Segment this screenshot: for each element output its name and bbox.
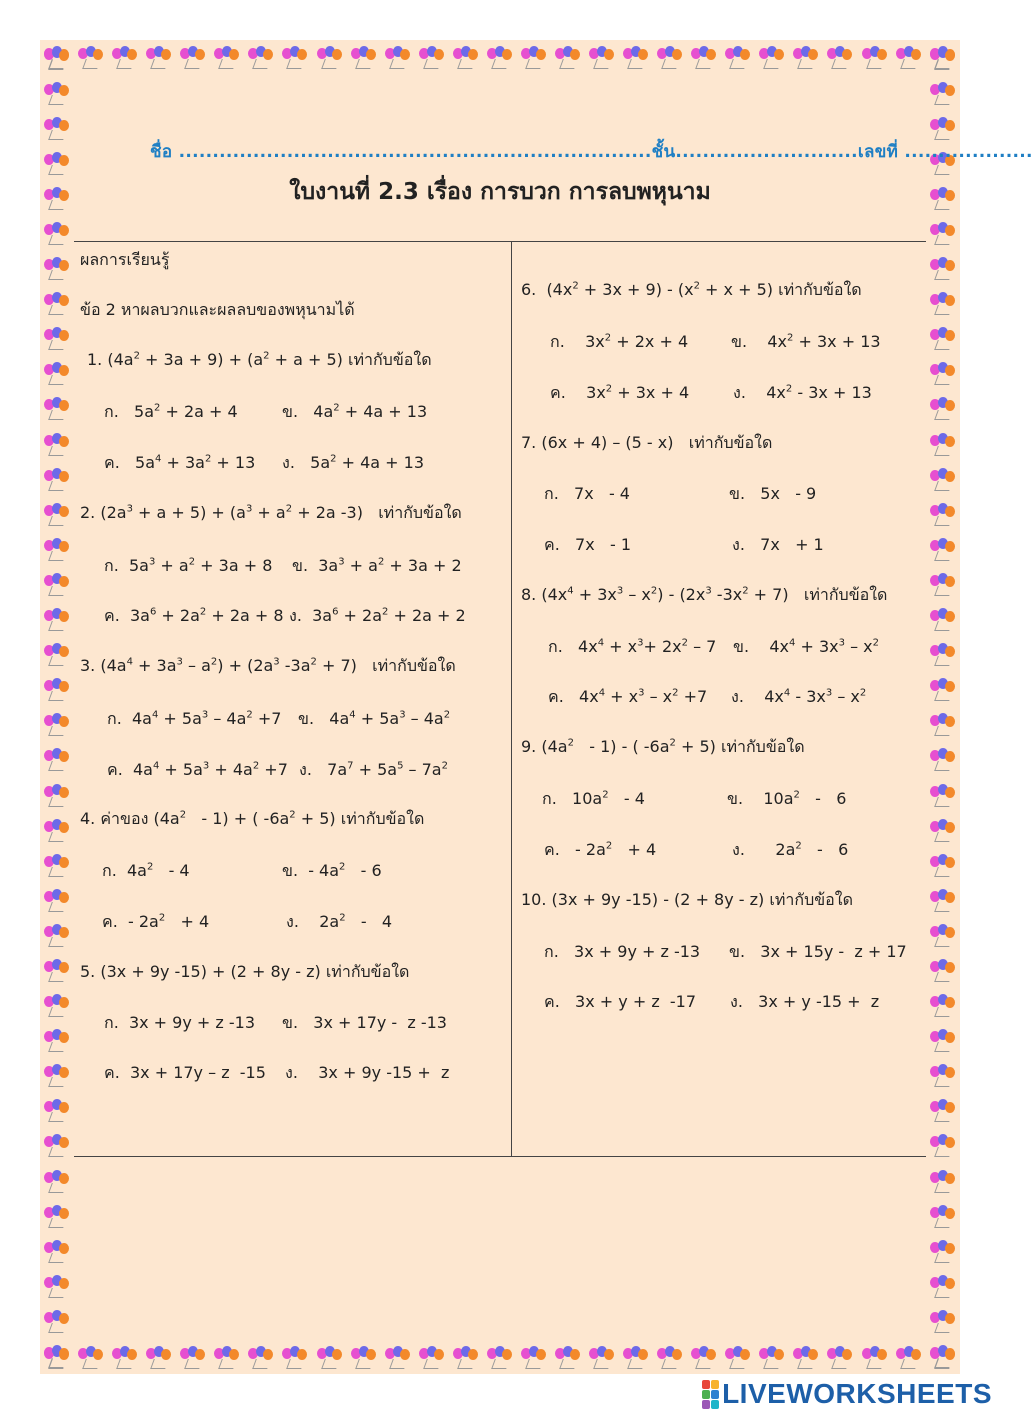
q3-choice-c[interactable]: ค. $4a^4 + 5a^3 + 4a^2 +7$	[107, 760, 288, 779]
balloon-icon	[282, 1346, 308, 1368]
balloon-icon	[930, 748, 956, 770]
balloon-icon	[691, 46, 717, 68]
balloon-icon	[930, 784, 956, 806]
question-7: 7. (6x + 4) – (5 - x) เท่ากับข้อใด	[521, 433, 773, 452]
balloon-icon	[214, 1346, 240, 1368]
balloon-icon	[282, 46, 308, 68]
q1-choice-a[interactable]: ก. $5a^2 + 2a + 4$	[104, 402, 238, 421]
balloon-icon	[930, 82, 956, 104]
balloon-icon	[930, 468, 956, 490]
question-6: 6. $(4x^2 + 3x + 9) - (x^2 + x + 5)$ เท่ากับข้อใด	[521, 280, 862, 299]
balloon-icon	[691, 1346, 717, 1368]
balloon-icon	[44, 994, 70, 1016]
balloon-icon	[930, 117, 956, 139]
learning-outcome-heading: ผลการเรียนรู้	[80, 250, 170, 269]
q1-choice-d[interactable]: ง. $5a^2 + 4a + 13$	[282, 453, 425, 472]
q2-choice-a[interactable]: ก. $5a^3 + a^2 + 3a + 8$	[104, 556, 273, 575]
q9-choice-d[interactable]: ง. $2a^2 - 6$	[732, 840, 849, 859]
balloon-icon	[44, 117, 70, 139]
balloon-icon	[930, 854, 956, 876]
balloon-icon	[44, 47, 70, 69]
q4-choice-a[interactable]: ก. $4a^2 - 4$	[102, 861, 190, 880]
balloon-icon	[930, 1170, 956, 1192]
balloon-icon	[44, 433, 70, 455]
q2-choice-c[interactable]: ค. $3a^6 + 2a^2 + 2a + 8$	[104, 606, 284, 625]
q9-choice-a[interactable]: ก. $10a^2 - 4$	[542, 789, 645, 808]
balloon-icon	[930, 362, 956, 384]
balloon-icon	[930, 292, 956, 314]
balloon-icon	[623, 1346, 649, 1368]
balloon-icon	[44, 468, 70, 490]
q5-choice-d[interactable]: ง. 3x + 9y -15 + z	[285, 1063, 450, 1082]
balloon-icon	[44, 397, 70, 419]
question-10: 10. (3x + 9y -15) - (2 + 8y - z) เท่ากับข้อใด	[521, 890, 853, 909]
balloon-icon	[930, 538, 956, 560]
balloon-icon	[930, 1029, 956, 1051]
learning-objective: ข้อ 2 หาผลบวกและผลลบของพหุนามได้	[80, 300, 355, 319]
balloon-icon	[930, 678, 956, 700]
balloon-icon	[44, 608, 70, 630]
q7-choice-c[interactable]: ค. 7x - 1	[544, 535, 631, 554]
q10-choice-c[interactable]: ค. 3x + y + z -17	[544, 992, 697, 1011]
balloon-icon	[930, 1205, 956, 1227]
balloon-icon	[44, 1099, 70, 1121]
balloon-icon	[44, 1275, 70, 1297]
balloon-icon	[896, 46, 922, 68]
balloon-icon	[44, 889, 70, 911]
balloon-icon	[657, 1346, 683, 1368]
balloon-icon	[930, 924, 956, 946]
q8-choice-b[interactable]: ข. $4x^4 + 3x^3 - x^2$	[733, 637, 880, 656]
balloon-icon	[930, 1345, 956, 1367]
balloon-icon	[759, 1346, 785, 1368]
q4-choice-c[interactable]: ค. - $2a^2 + 4$	[102, 912, 210, 931]
balloon-icon	[44, 222, 70, 244]
balloon-border-right	[926, 40, 960, 1374]
question-9: 9. $(4a^2 - 1)$ - ( $-6a^2 + 5$) เท่ากับข้อใด	[521, 737, 805, 756]
balloon-icon	[793, 1346, 819, 1368]
balloon-icon	[759, 46, 785, 68]
balloon-icon	[623, 46, 649, 68]
balloon-icon	[930, 1099, 956, 1121]
q8-choice-c[interactable]: ค. $4x^4 + x^3 - x^2 +7$	[548, 687, 708, 706]
number-blank: ...................	[904, 142, 1033, 162]
q4-choice-b[interactable]: ข. - $4a^2 - 6$	[282, 861, 382, 880]
balloon-icon	[930, 503, 956, 525]
balloon-icon	[146, 1346, 172, 1368]
balloon-icon	[248, 1346, 274, 1368]
class-label: ชั้น	[651, 142, 676, 162]
balloon-icon	[44, 819, 70, 841]
balloon-icon	[44, 748, 70, 770]
question-4: 4. ค่าของ $(4a^2 - 1)$ + ( $-6a^2 + 5$) เท่ากับข้อใด	[80, 809, 425, 828]
balloon-icon	[930, 959, 956, 981]
balloon-icon	[930, 47, 956, 69]
liveworksheets-logo-icon	[702, 1380, 718, 1408]
balloon-icon	[44, 82, 70, 104]
question-3: 3. $(4a^4 + 3a^3 - a^2) + (2a^3$ $-3a^2 + 7$) เท่ากับข้อใด	[80, 656, 456, 675]
balloon-icon	[930, 573, 956, 595]
q9-choice-b[interactable]: ข. $10a^2 - 6$	[727, 789, 847, 808]
column-divider	[511, 241, 512, 1156]
q2-choice-d[interactable]: ง. $3a^6 + 2a^2 + 2a + 2$	[289, 606, 466, 625]
balloon-icon	[44, 573, 70, 595]
balloon-icon	[930, 608, 956, 630]
balloon-icon	[930, 1275, 956, 1297]
balloon-border-bottom	[40, 1340, 960, 1374]
balloon-icon	[78, 1346, 104, 1368]
balloon-icon	[930, 994, 956, 1016]
q6-choice-a[interactable]: ก. $3x^2 + 2x + 4$	[550, 332, 689, 351]
balloon-icon	[725, 46, 751, 68]
balloon-icon	[930, 433, 956, 455]
balloon-icon	[180, 46, 206, 68]
question-2: 2. $(2a^3 + a + 5) + (a^3 + a^2 + 2a$ -3) เท่ากับข้อใด	[80, 503, 462, 522]
balloon-icon	[44, 1205, 70, 1227]
balloon-icon	[930, 713, 956, 735]
q3-choice-b[interactable]: ข. $4a^4 + 5a^3 - 4a^2$	[298, 709, 451, 728]
balloon-icon	[385, 1346, 411, 1368]
balloon-icon	[453, 46, 479, 68]
balloon-border-left	[40, 40, 74, 1374]
balloon-icon	[146, 46, 172, 68]
balloon-icon	[487, 46, 513, 68]
q10-choice-d[interactable]: ง. 3x + y -15 + z	[730, 992, 880, 1011]
balloon-icon	[317, 46, 343, 68]
q3-choice-a[interactable]: ก. $4a^4 + 5a^3 - 4a^2 +7$	[107, 709, 282, 728]
balloon-icon	[930, 819, 956, 841]
balloon-icon	[44, 678, 70, 700]
balloon-icon	[44, 713, 70, 735]
balloon-icon	[44, 1029, 70, 1051]
balloon-icon	[555, 1346, 581, 1368]
balloon-icon	[589, 46, 615, 68]
q7-choice-d[interactable]: ง. 7x + 1	[732, 535, 824, 554]
q7-choice-b[interactable]: ข. 5x - 9	[729, 484, 817, 503]
balloon-icon	[44, 362, 70, 384]
balloon-icon	[555, 46, 581, 68]
balloon-icon	[930, 327, 956, 349]
q5-choice-a[interactable]: ก. 3x + 9y + z -13	[104, 1013, 256, 1032]
balloon-icon	[44, 643, 70, 665]
balloon-border-top	[40, 40, 960, 74]
q1-choice-c[interactable]: ค. $5a^4 + 3a^2 + 13$	[104, 453, 256, 472]
balloon-icon	[44, 503, 70, 525]
balloon-icon	[214, 46, 240, 68]
balloon-icon	[44, 327, 70, 349]
balloon-icon	[44, 1310, 70, 1332]
balloon-icon	[351, 1346, 377, 1368]
balloon-icon	[180, 1346, 206, 1368]
balloon-icon	[112, 46, 138, 68]
balloon-icon	[44, 538, 70, 560]
balloon-icon	[44, 1134, 70, 1156]
balloon-icon	[44, 292, 70, 314]
q9-choice-c[interactable]: ค. - $2a^2 + 4$	[544, 840, 657, 859]
balloon-icon	[930, 257, 956, 279]
balloon-icon	[317, 1346, 343, 1368]
balloon-icon	[930, 643, 956, 665]
balloon-icon	[385, 46, 411, 68]
balloon-icon	[930, 397, 956, 419]
balloon-icon	[419, 1346, 445, 1368]
balloon-icon	[930, 1064, 956, 1086]
balloon-icon	[351, 46, 377, 68]
question-5: 5. (3x + 9y -15) + (2 + 8y - z) เท่ากับข้อใด	[80, 962, 410, 981]
q6-choice-c[interactable]: ค. $3x^2 + 3x + 4$	[550, 383, 690, 402]
name-blank: ......................................................................	[178, 142, 652, 162]
balloon-icon	[930, 1310, 956, 1332]
name-label: ชื่อ	[150, 142, 173, 162]
balloon-icon	[930, 889, 956, 911]
q3-choice-d[interactable]: ง. $7a^7 + 5a^5 - 7a^2$	[299, 760, 448, 779]
number-label: เลขที่	[857, 142, 899, 162]
balloon-icon	[521, 1346, 547, 1368]
q8-choice-d[interactable]: ง. $4x^4 - 3x^3 - x^2$	[731, 687, 867, 706]
balloon-icon	[112, 1346, 138, 1368]
balloon-icon	[589, 1346, 615, 1368]
balloon-icon	[862, 1346, 888, 1368]
balloon-icon	[419, 46, 445, 68]
q1-choice-b[interactable]: ข. $4a^2 + 4a + 13$	[282, 402, 428, 421]
question-8: 8. $(4x^4 + 3x^3 - x^2) - (2x^3$ $-3x^2 + 7$) เท่ากับข้อใด	[521, 585, 888, 604]
q10-choice-b[interactable]: ข. 3x + 15y - z + 17	[729, 942, 907, 961]
balloon-icon	[793, 46, 819, 68]
balloon-icon	[521, 46, 547, 68]
balloon-icon	[930, 1240, 956, 1262]
q8-choice-a[interactable]: ก. $4x^4 + x^3+ 2x^2 - 7$	[548, 637, 717, 656]
balloon-icon	[930, 222, 956, 244]
divider-bottom	[74, 1156, 926, 1157]
balloon-icon	[862, 46, 888, 68]
balloon-icon	[44, 959, 70, 981]
balloon-icon	[657, 46, 683, 68]
balloon-icon	[44, 1345, 70, 1367]
brand-name: LIVEWORKSHEETS	[722, 1378, 992, 1409]
student-info-line	[150, 138, 1033, 165]
q5-choice-b[interactable]: ข. 3x + 17y - z -13	[282, 1013, 447, 1032]
balloon-icon	[44, 1064, 70, 1086]
question-1: 1. $(4a^2 + 3a + 9) + (a^2 + a + 5)$ เท่ากับข้อใด	[87, 350, 432, 369]
q6-choice-b[interactable]: ข. $4x^2 + 3x + 13$	[731, 332, 881, 351]
liveworksheets-logo[interactable]	[702, 1378, 992, 1410]
balloon-icon	[248, 46, 274, 68]
balloon-icon	[44, 784, 70, 806]
balloon-icon	[896, 1346, 922, 1368]
balloon-icon	[44, 854, 70, 876]
balloon-icon	[487, 1346, 513, 1368]
q2-choice-b[interactable]: ข. $3a^3 + a^2 + 3a + 2$	[292, 556, 462, 575]
q10-choice-a[interactable]: ก. 3x + 9y + z -13	[544, 942, 701, 961]
balloon-icon	[44, 152, 70, 174]
balloon-icon	[44, 924, 70, 946]
q5-choice-c[interactable]: ค. 3x + 17y – z -15	[104, 1063, 266, 1082]
balloon-icon	[725, 1346, 751, 1368]
balloon-icon	[44, 257, 70, 279]
balloon-icon	[930, 1134, 956, 1156]
q7-choice-a[interactable]: ก. 7x - 4	[544, 484, 630, 503]
balloon-icon	[827, 46, 853, 68]
balloon-icon	[44, 1240, 70, 1262]
divider-top	[74, 241, 926, 242]
worksheet-title: ใบงานที่ 2.3 เรื่อง การบวก การลบพหุนาม	[289, 179, 711, 205]
balloon-icon	[44, 1170, 70, 1192]
balloon-icon	[453, 1346, 479, 1368]
q6-choice-d[interactable]: ง. $4x^2 - 3x + 13$	[733, 383, 872, 402]
balloon-icon	[78, 46, 104, 68]
balloon-icon	[827, 1346, 853, 1368]
q4-choice-d[interactable]: ง. $2a^2 - 4$	[286, 912, 393, 931]
class-blank: ...........................	[675, 142, 858, 162]
